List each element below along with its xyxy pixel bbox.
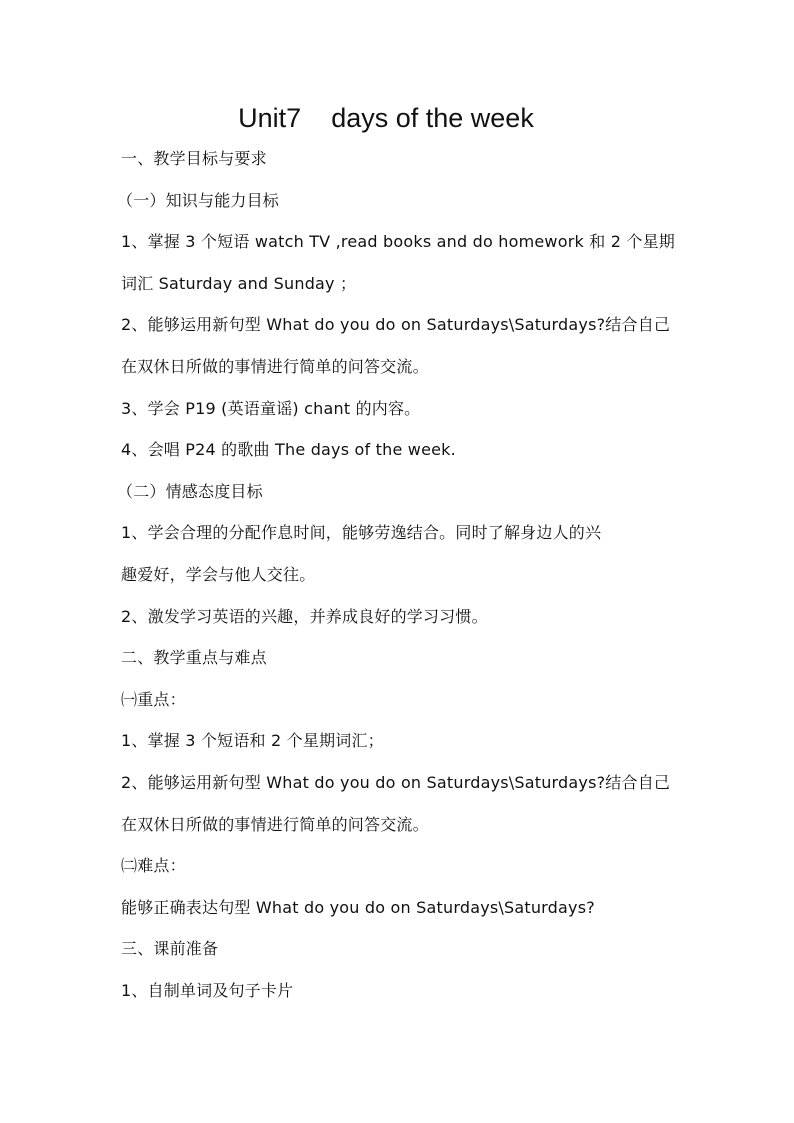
paragraph-line: 2、激发学习英语的兴趣，并养成良好的学习习惯。: [121, 606, 488, 626]
subsection-heading-difficult: ㈡难点：: [121, 856, 186, 876]
section-heading-preparation: 三、课前准备: [121, 939, 219, 959]
subsection-heading-knowledge: （一）知识与能力目标: [117, 190, 280, 210]
page-title: Unit7 days of the week: [238, 103, 534, 133]
paragraph-line: 1、掌握 3 个短语和 2 个星期词汇；: [121, 731, 384, 751]
subsection-heading-attitude: （二）情感态度目标: [117, 481, 263, 501]
paragraph-line: 能够正确表达句型 What do you do on Saturdays\Saturdays?: [121, 897, 595, 917]
paragraph-line: 在双休日所做的事情进行简单的问答交流。: [121, 356, 429, 376]
paragraph-line: 2、能够运用新句型 What do you do on Saturdays\Saturdays?结合自己: [121, 772, 671, 792]
paragraph-line: 3、学会 P19 (英语童谣) chant 的内容。: [121, 398, 421, 418]
paragraph-line: 词汇 Saturday and Sunday ；: [121, 273, 357, 293]
section-heading-objectives: 一、教学目标与要求: [121, 149, 267, 168]
paragraph-line: 1、自制单词及句子卡片: [121, 980, 294, 1000]
section-heading-key-points: 二、教学重点与难点: [121, 648, 267, 668]
paragraph-line: 1、掌握 3 个短语 watch TV ,read books and do homework 和 2 个星期: [121, 232, 675, 252]
paragraph-line: 趣爱好，学会与他人交往。: [121, 564, 316, 584]
paragraph-line: 2、能够运用新句型 What do you do on Saturdays\Saturdays?结合自己: [121, 315, 671, 335]
document-body: [117, 138, 686, 1011]
paragraph-line: 1、学会合理的分配作息时间，能够劳逸结合。同时了解身边人的兴: [121, 523, 602, 543]
paragraph-line: 4、会唱 P24 的歌曲 The days of the week.: [121, 440, 456, 460]
subsection-heading-key: ㈠重点：: [121, 689, 186, 709]
paragraph-line: 在双休日所做的事情进行简单的问答交流。: [121, 814, 429, 834]
